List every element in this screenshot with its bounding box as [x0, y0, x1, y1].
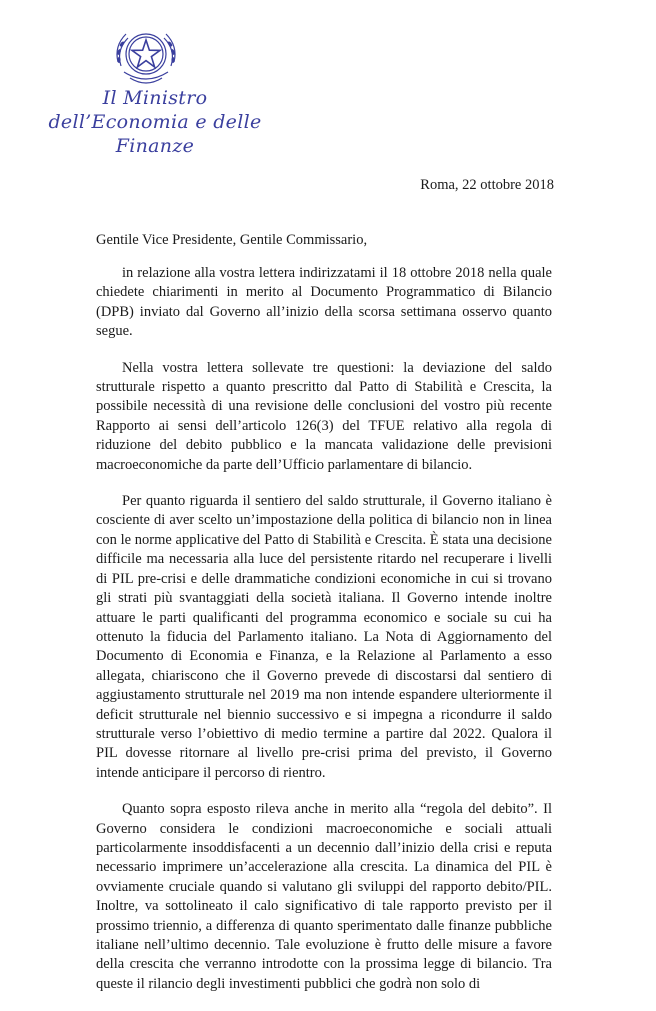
- republic-emblem-icon: [110, 22, 182, 90]
- letter-date: Roma, 22 ottobre 2018: [420, 177, 554, 193]
- letter-body: [96, 264, 552, 1011]
- paragraph: Per quanto riguarda il sentiero del saldo strutturale, il Governo italiano è cosciente di aver scelto un’impostazione della politica di bilancio non in linea con le norme applicative del Patto di Stabilità e Crescita. È stata una decisione difficile ma necessaria alla luce del persistente ritardo nel recuperare i livelli di PIL pre-crisi e delle drammatiche condizioni economiche in cui si trovano gli strati più svantaggiati della società italiana. Il Governo intende inoltre attuare le parti qualificanti del programma economico e sociale su cui ha ottenuto la fiducia del Parlamento italiano. La Nota di Aggiornamento del Documento di Economia e Finanza, e la Relazione al Parlamento a esso allegata, chiariscono che il Governo prevede di discostarsi dal sentiero di aggiustamento strutturale nel 2019 ma non intende espandere ulteriormente il deficit strutturale nel biennio successivo e si impegna a ricondurre il saldo strutturale verso l’obiettivo di medio termine a partire dal 2022. Qualora il PIL dovesse ritornare al livello pre-crisi prima del previsto, il Governo intende anticipare il percorso di rientro.: [96, 493, 552, 781]
- paragraph: Nella vostra lettera sollevate tre questioni: la deviazione del saldo strutturale rispetto a quanto prescritto dal Patto di Stabilità e Crescita, la possibile necessità di una revisione delle conclusioni del vostro più recente Rapporto ai sensi dell’articolo 126(3) del TFUE relativo alla regola di riduzione del debito pubblico e la mancata validazione delle previsioni macroeconomiche da parte dell’Ufficio parlamentare di bilancio.: [96, 359, 552, 473]
- letterhead-line-2: dell’Economia e delle Finanze: [48, 111, 262, 157]
- paragraph: in relazione alla vostra lettera indirizzatami il 18 ottobre 2018 nella quale chiedete chiarimenti in merito al Documento Programmatico di Bilancio (DPB) inviato dal Governo all’inizio della scorsa settimana osservo quanto segue.: [96, 265, 552, 340]
- salutation: Gentile Vice Presidente, Gentile Commissario,: [96, 232, 368, 248]
- letterhead-line-1: Il Ministro: [102, 87, 208, 109]
- paragraph: Quanto sopra esposto rileva anche in merito alla “regola del debito”. Il Governo considera le condizioni macroeconomiche e sociali attuali particolarmente insoddisfacenti a un decennio dall’inizio della crisi e reputa necessario imprimere un’accelerazione alla crescita. La dinamica del PIL è ovviamente cruciale quando si valutano gli sviluppi del rapporto debito/PIL. Inoltre, va sottolineato il calo significativo di tale rapporto previsto per il prossimo triennio, a differenza di quanto sperimentato dalle finanze pubbliche italiane nell’ultimo decennio. Tale evoluzione è frutto delle misure a favore della crescita che verranno introdotte con la prossima legge di bilancio. Tra queste il rilancio degli investimenti pubblici che godrà non solo di: [96, 801, 552, 992]
- ministry-letterhead: [30, 86, 280, 158]
